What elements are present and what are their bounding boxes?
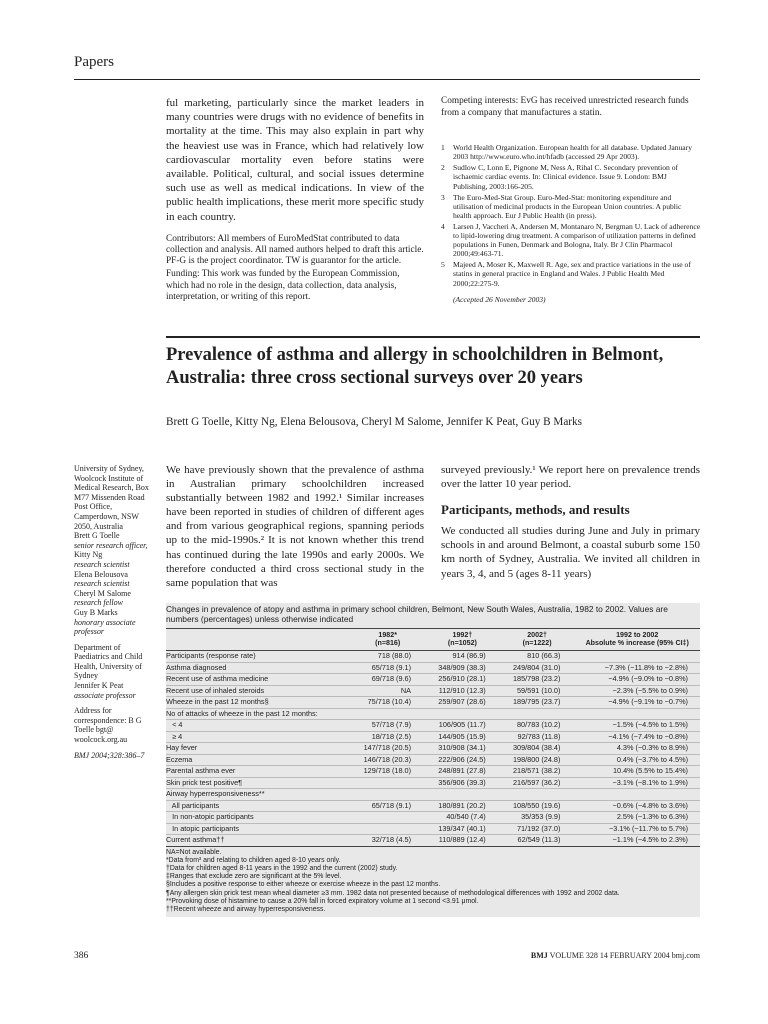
row-value — [500, 708, 575, 720]
row-value — [574, 651, 700, 663]
row-value — [350, 823, 425, 835]
row-value: 32/718 (4.5) — [350, 835, 425, 847]
author-name: Guy B Marks — [74, 607, 118, 617]
table-row — [166, 743, 700, 755]
reference-item — [441, 163, 701, 190]
reference-item — [441, 143, 701, 161]
table-row — [166, 835, 700, 847]
row-value: 110/889 (12.4) — [425, 835, 500, 847]
footnote: **Provoking dose of histamine to cause a 20% fall in forced expiratory volume at 1 second <3.91 μmol. — [166, 897, 479, 905]
contributors-note: Contributors: All members of EuroMedStat contributed to data collection and analysis. All named authors helped to draft this article. PF-G is the project coordinator. TW is guarantor for the article. — [166, 233, 424, 267]
row-value: 144/905 (15.9) — [425, 731, 500, 743]
reference-item — [441, 193, 701, 220]
row-value: 310/908 (34.1) — [425, 743, 500, 755]
table-header-cell: 1982* (n=816) — [350, 628, 425, 650]
author-name: Brett G Toelle — [74, 531, 120, 541]
row-value: 309/804 (38.4) — [500, 743, 575, 755]
author-name: Elena Belousova — [74, 569, 128, 579]
row-label: ≥ 4 — [166, 731, 350, 743]
row-value — [350, 812, 425, 824]
article-title: Prevalence of asthma and allergy in schoolchildren in Belmont, Australia: three cross sectional surveys over 20 years — [166, 345, 664, 388]
author-role: senior research officer, — [74, 540, 148, 550]
footnote: *Data from³ and relating to children aged 8-10 years only. — [166, 856, 341, 864]
footnote: NA=Not available. — [166, 848, 222, 856]
row-value: −1.5% (−4.5% to 1.5%) — [574, 720, 700, 732]
table-row — [166, 731, 700, 743]
funding-note: Funding: This work was funded by the European Commission, which had no role in the design, data collection, data analysis, interpretation, or writing of this report. — [166, 269, 400, 302]
competing-interests: Competing interests: EvG has received unrestricted research funds from a company that manufactures a statin. — [441, 96, 689, 118]
row-value: 180/891 (20.2) — [425, 800, 500, 812]
table-caption: Changes in prevalence of atopy and asthma in primary school children, Belmont, New South Wales, Australia, 1982 to 2002. Values are numbers (percentages) unless otherwise indicated — [166, 604, 668, 625]
affiliation-1-people — [74, 531, 154, 637]
table-body — [166, 651, 700, 847]
previous-article-end — [166, 96, 424, 305]
journal-footer — [476, 951, 700, 960]
table-footnotes — [166, 847, 700, 918]
reference-number: 5 — [441, 260, 445, 270]
row-label: Skin prick test positive¶ — [166, 777, 350, 789]
table-row — [166, 662, 700, 674]
row-label: Recent use of inhaled steroids — [166, 685, 350, 697]
author-affiliations — [74, 464, 154, 760]
row-value: 259/907 (28.6) — [425, 697, 500, 709]
row-value — [574, 708, 700, 720]
table-row — [166, 708, 700, 720]
footnote: ¶Any allergen skin prick test mean wheal diameter ≥3 mm. 1982 data not presented because of methodological differences with 1992 and 2002 data. — [166, 889, 620, 897]
table-header-cell: 1992 to 2002 Absolute % increase (95% CI‡) — [574, 628, 700, 650]
reference-text: World Health Organization. European health for all database. Updated January 2003 http://www.euro.who.int/hfadb (accessed 29 Apr 2003). — [453, 143, 692, 162]
row-value: 356/906 (39.3) — [425, 777, 500, 789]
row-label: All participants — [166, 800, 350, 812]
intro-paragraph: We have previously shown that the prevalence of asthma in Australian primary schoolchildren increased substantially between 1982 and 1992.¹ Similar increases have been reported in studies of children of different ages and from various geographical regions, spanning periods up to the mid-1990s.² It is not known whether this trend has continued during the late 1990s and early 2000s. We therefore conducted a third cross sectional study in the same population that was — [166, 464, 424, 589]
row-value: 222/906 (24.5) — [425, 754, 500, 766]
footnote: †Data for children aged 8-11 years in the 1992 and the current (2002) study. — [166, 864, 398, 872]
methods-paragraph: We conducted all studies during June and July in primary schools in and around Belmont, a coastal suburb some 150 km north of Sydney, Australia. We invited all children in years 3, 4, and 5 (ages 8-11 years) — [441, 525, 700, 580]
journal-name: BMJ — [530, 951, 548, 960]
intro-continuation: surveyed previously.¹ We report here on prevalence trends over the latter 10 year period. — [441, 464, 700, 491]
table-header-cell: 2002† (n=1222) — [500, 628, 575, 650]
row-value: −4.1% (−7.4% to −0.8%) — [574, 731, 700, 743]
table-row — [166, 812, 700, 824]
table-row — [166, 766, 700, 778]
table-row — [166, 674, 700, 686]
row-value: 75/718 (10.4) — [350, 697, 425, 709]
accepted-date: (Accepted 26 November 2003) — [453, 294, 546, 304]
correspondence-address: Address for correspondence: B G Toelle bgt@ woolcock.org.au — [74, 706, 142, 745]
article-rule — [166, 336, 700, 338]
prevalence-table — [166, 603, 700, 917]
row-value: 10.4% (5.5% to 15.4%) — [574, 766, 700, 778]
row-value: 57/718 (7.9) — [350, 720, 425, 732]
row-value: −3.1% (−11.7% to 5.7%) — [574, 823, 700, 835]
table-row — [166, 789, 700, 801]
table-row — [166, 754, 700, 766]
footnote: §Includes a positive response to either wheeze or exercise wheeze in the past 12 months. — [166, 881, 441, 889]
row-value: 2.5% (−1.3% to 6.3%) — [574, 812, 700, 824]
author-name: Jennifer K Peat — [74, 681, 124, 691]
row-value: −7.3% (−11.8% to −2.8%) — [574, 662, 700, 674]
row-value: 218/571 (38.2) — [500, 766, 575, 778]
section-label: Papers — [74, 54, 114, 70]
previous-article-refs — [441, 96, 701, 305]
row-label: Hay fever — [166, 743, 350, 755]
reference-number: 2 — [441, 163, 445, 173]
row-value: NA — [350, 685, 425, 697]
row-value: 69/718 (9.6) — [350, 674, 425, 686]
row-value: 185/798 (23.2) — [500, 674, 575, 686]
row-label: Current asthma†† — [166, 835, 350, 847]
table-grid — [166, 628, 700, 847]
row-value — [574, 789, 700, 801]
intro-right-column — [441, 463, 700, 581]
row-label: < 4 — [166, 720, 350, 732]
table-row — [166, 697, 700, 709]
row-value: 139/347 (40.1) — [425, 823, 500, 835]
table-row — [166, 777, 700, 789]
row-value: 108/550 (19.6) — [500, 800, 575, 812]
row-label: Asthma diagnosed — [166, 662, 350, 674]
row-value: 92/783 (11.8) — [500, 731, 575, 743]
reference-number: 3 — [441, 192, 445, 202]
row-value — [350, 777, 425, 789]
reference-text: Larsen J, Vaccheri A, Andersen M, Montanaro N, Bergman U. Lack of adherence to lipid-lowering drug treatment. A comparison of utilization patterns in defined populations in Funen, Denmark and Bologna, Italy. Br J Clin Pharmacol 2000;49:463-71. — [453, 221, 701, 259]
reference-text: The Euro-Med-Stat Group. Euro-Med-Stat: monitoring expenditure and utilisation of medicinal products in the European Union countries. A public health approach. Eur J Public Health (in press). — [453, 192, 682, 220]
row-value: 59/591 (10.0) — [500, 685, 575, 697]
journal-issue: VOLUME 328 14 FEBRUARY 2004 bmj.com — [549, 951, 700, 960]
row-value: 62/549 (11.3) — [500, 835, 575, 847]
author-role: honorary associate professor — [74, 617, 136, 637]
reference-text: Majeed A, Moser K, Maxwell R. Age, sex and practice variations in the use of statins in general practice in England and Wales. J Public Health Med 2000;22:275-9. — [453, 260, 691, 288]
reference-list — [441, 143, 701, 287]
intro-left-column — [166, 463, 424, 590]
row-value: 914 (86.9) — [425, 651, 500, 663]
reference-text: Sudlow C, Lonn E, Pignone M, Ness A, Rihal C. Secondary prevention of ischaemic cardiac events. In: Clinical evidence. Issue 9. London: BMJ Publishing, 2003:166-205. — [453, 163, 679, 191]
row-value: 4.3% (−0.3% to 8.9%) — [574, 743, 700, 755]
row-label: No of attacks of wheeze in the past 12 months: — [166, 708, 350, 720]
table-header-row — [166, 628, 700, 650]
table-row — [166, 800, 700, 812]
author-role: research scientist — [74, 579, 130, 589]
row-value — [350, 789, 425, 801]
table-header-cell — [166, 628, 350, 650]
row-value: 0.4% (−3.7% to 4.5%) — [574, 754, 700, 766]
row-value: 718 (88.0) — [350, 651, 425, 663]
row-value: 112/910 (12.3) — [425, 685, 500, 697]
row-value: 248/891 (27.8) — [425, 766, 500, 778]
row-value — [500, 789, 575, 801]
row-value: 40/540 (7.4) — [425, 812, 500, 824]
row-value: −1.1% (−4.5% to 2.3%) — [574, 835, 700, 847]
header-rule — [74, 79, 700, 80]
row-value: 256/910 (28.1) — [425, 674, 500, 686]
reference-number: 1 — [441, 143, 445, 153]
author-role: research fellow — [74, 598, 123, 608]
row-label: Parental asthma ever — [166, 766, 350, 778]
row-value: 18/718 (2.5) — [350, 731, 425, 743]
author-name: Cheryl M Salome — [74, 588, 131, 598]
row-value: 198/800 (24.8) — [500, 754, 575, 766]
article-authors: Brett G Toelle, Kitty Ng, Elena Belousova, Cheryl M Salome, Jennifer K Peat, Guy B Marks — [166, 416, 582, 428]
methods-heading: Participants, methods, and results — [441, 502, 630, 518]
reference-item — [441, 260, 701, 287]
row-value: 189/795 (23.7) — [500, 697, 575, 709]
row-label: Airway hyperresponsiveness** — [166, 789, 350, 801]
row-value: 348/909 (38.3) — [425, 662, 500, 674]
affiliation-2-people — [74, 681, 154, 700]
author-role: research scientist — [74, 559, 130, 569]
reference-number: 4 — [441, 221, 445, 231]
row-value: 216/597 (36.2) — [500, 777, 575, 789]
row-value: 71/192 (37.0) — [500, 823, 575, 835]
footnote: ‡Ranges that exclude zero are significant at the 5% level. — [166, 873, 342, 881]
affiliation-2: Department of Paediatrics and Child Health, University of Sydney — [74, 642, 143, 681]
row-value: −4.9% (−9.0% to −0.8%) — [574, 674, 700, 686]
row-value: 65/718 (9.1) — [350, 662, 425, 674]
row-label: Recent use of asthma medicine — [166, 674, 350, 686]
row-value: 810 (66.3) — [500, 651, 575, 663]
row-label: In atopic participants — [166, 823, 350, 835]
row-value: −2.3% (−5.5% to 0.9%) — [574, 685, 700, 697]
row-value: −0.6% (−4.8% to 3.6%) — [574, 800, 700, 812]
article-notes — [166, 234, 424, 303]
row-value: 106/905 (11.7) — [425, 720, 500, 732]
row-value: 146/718 (20.3) — [350, 754, 425, 766]
author-role: associate professor — [74, 690, 136, 700]
row-value: 249/804 (31.0) — [500, 662, 575, 674]
footnote: ††Recent wheeze and airway hyperresponsiveness. — [166, 905, 326, 913]
reference-item — [441, 222, 701, 258]
row-label: Participants (response rate) — [166, 651, 350, 663]
row-value: 80/783 (10.2) — [500, 720, 575, 732]
row-value: −4.9% (−9.1% to −0.7%) — [574, 697, 700, 709]
row-label: Eczema — [166, 754, 350, 766]
row-value — [425, 789, 500, 801]
affiliation-1: University of Sydney, Woolcock Institute of Medical Research, Box M77 Missenden Road Post Office, Camperdown, NSW 2050, Australia — [74, 464, 149, 531]
table-row — [166, 685, 700, 697]
citation: BMJ 2004;328:386–7 — [74, 750, 145, 760]
row-value: −3.1% (−8.1% to 1.9%) — [574, 777, 700, 789]
row-value: 147/718 (20.5) — [350, 743, 425, 755]
page-number: 386 — [74, 951, 89, 961]
row-value: 65/718 (9.1) — [350, 800, 425, 812]
row-value — [350, 708, 425, 720]
author-name: Kitty Ng — [74, 550, 103, 560]
table-row — [166, 720, 700, 732]
row-value: 35/353 (9.9) — [500, 812, 575, 824]
table-row — [166, 651, 700, 663]
row-value: 129/718 (18.0) — [350, 766, 425, 778]
conclusion-paragraph: ful marketing, particularly since the market leaders in many countries were drugs with no evidence of benefits in mortality at the time. This may also explain in part why the heaviest use was in France, which had relatively low cardiovascular mortality even before statins were available. Political, cultural, and social issues determine such use as well as medical indications. In view of the public health implications, these merit more specific study in each country. — [166, 97, 424, 223]
row-label: In non-atopic participants — [166, 812, 350, 824]
row-value — [425, 708, 500, 720]
row-label: Wheeze in the past 12 months§ — [166, 697, 350, 709]
table-header-cell: 1992† (n=1052) — [425, 628, 500, 650]
table-row — [166, 823, 700, 835]
